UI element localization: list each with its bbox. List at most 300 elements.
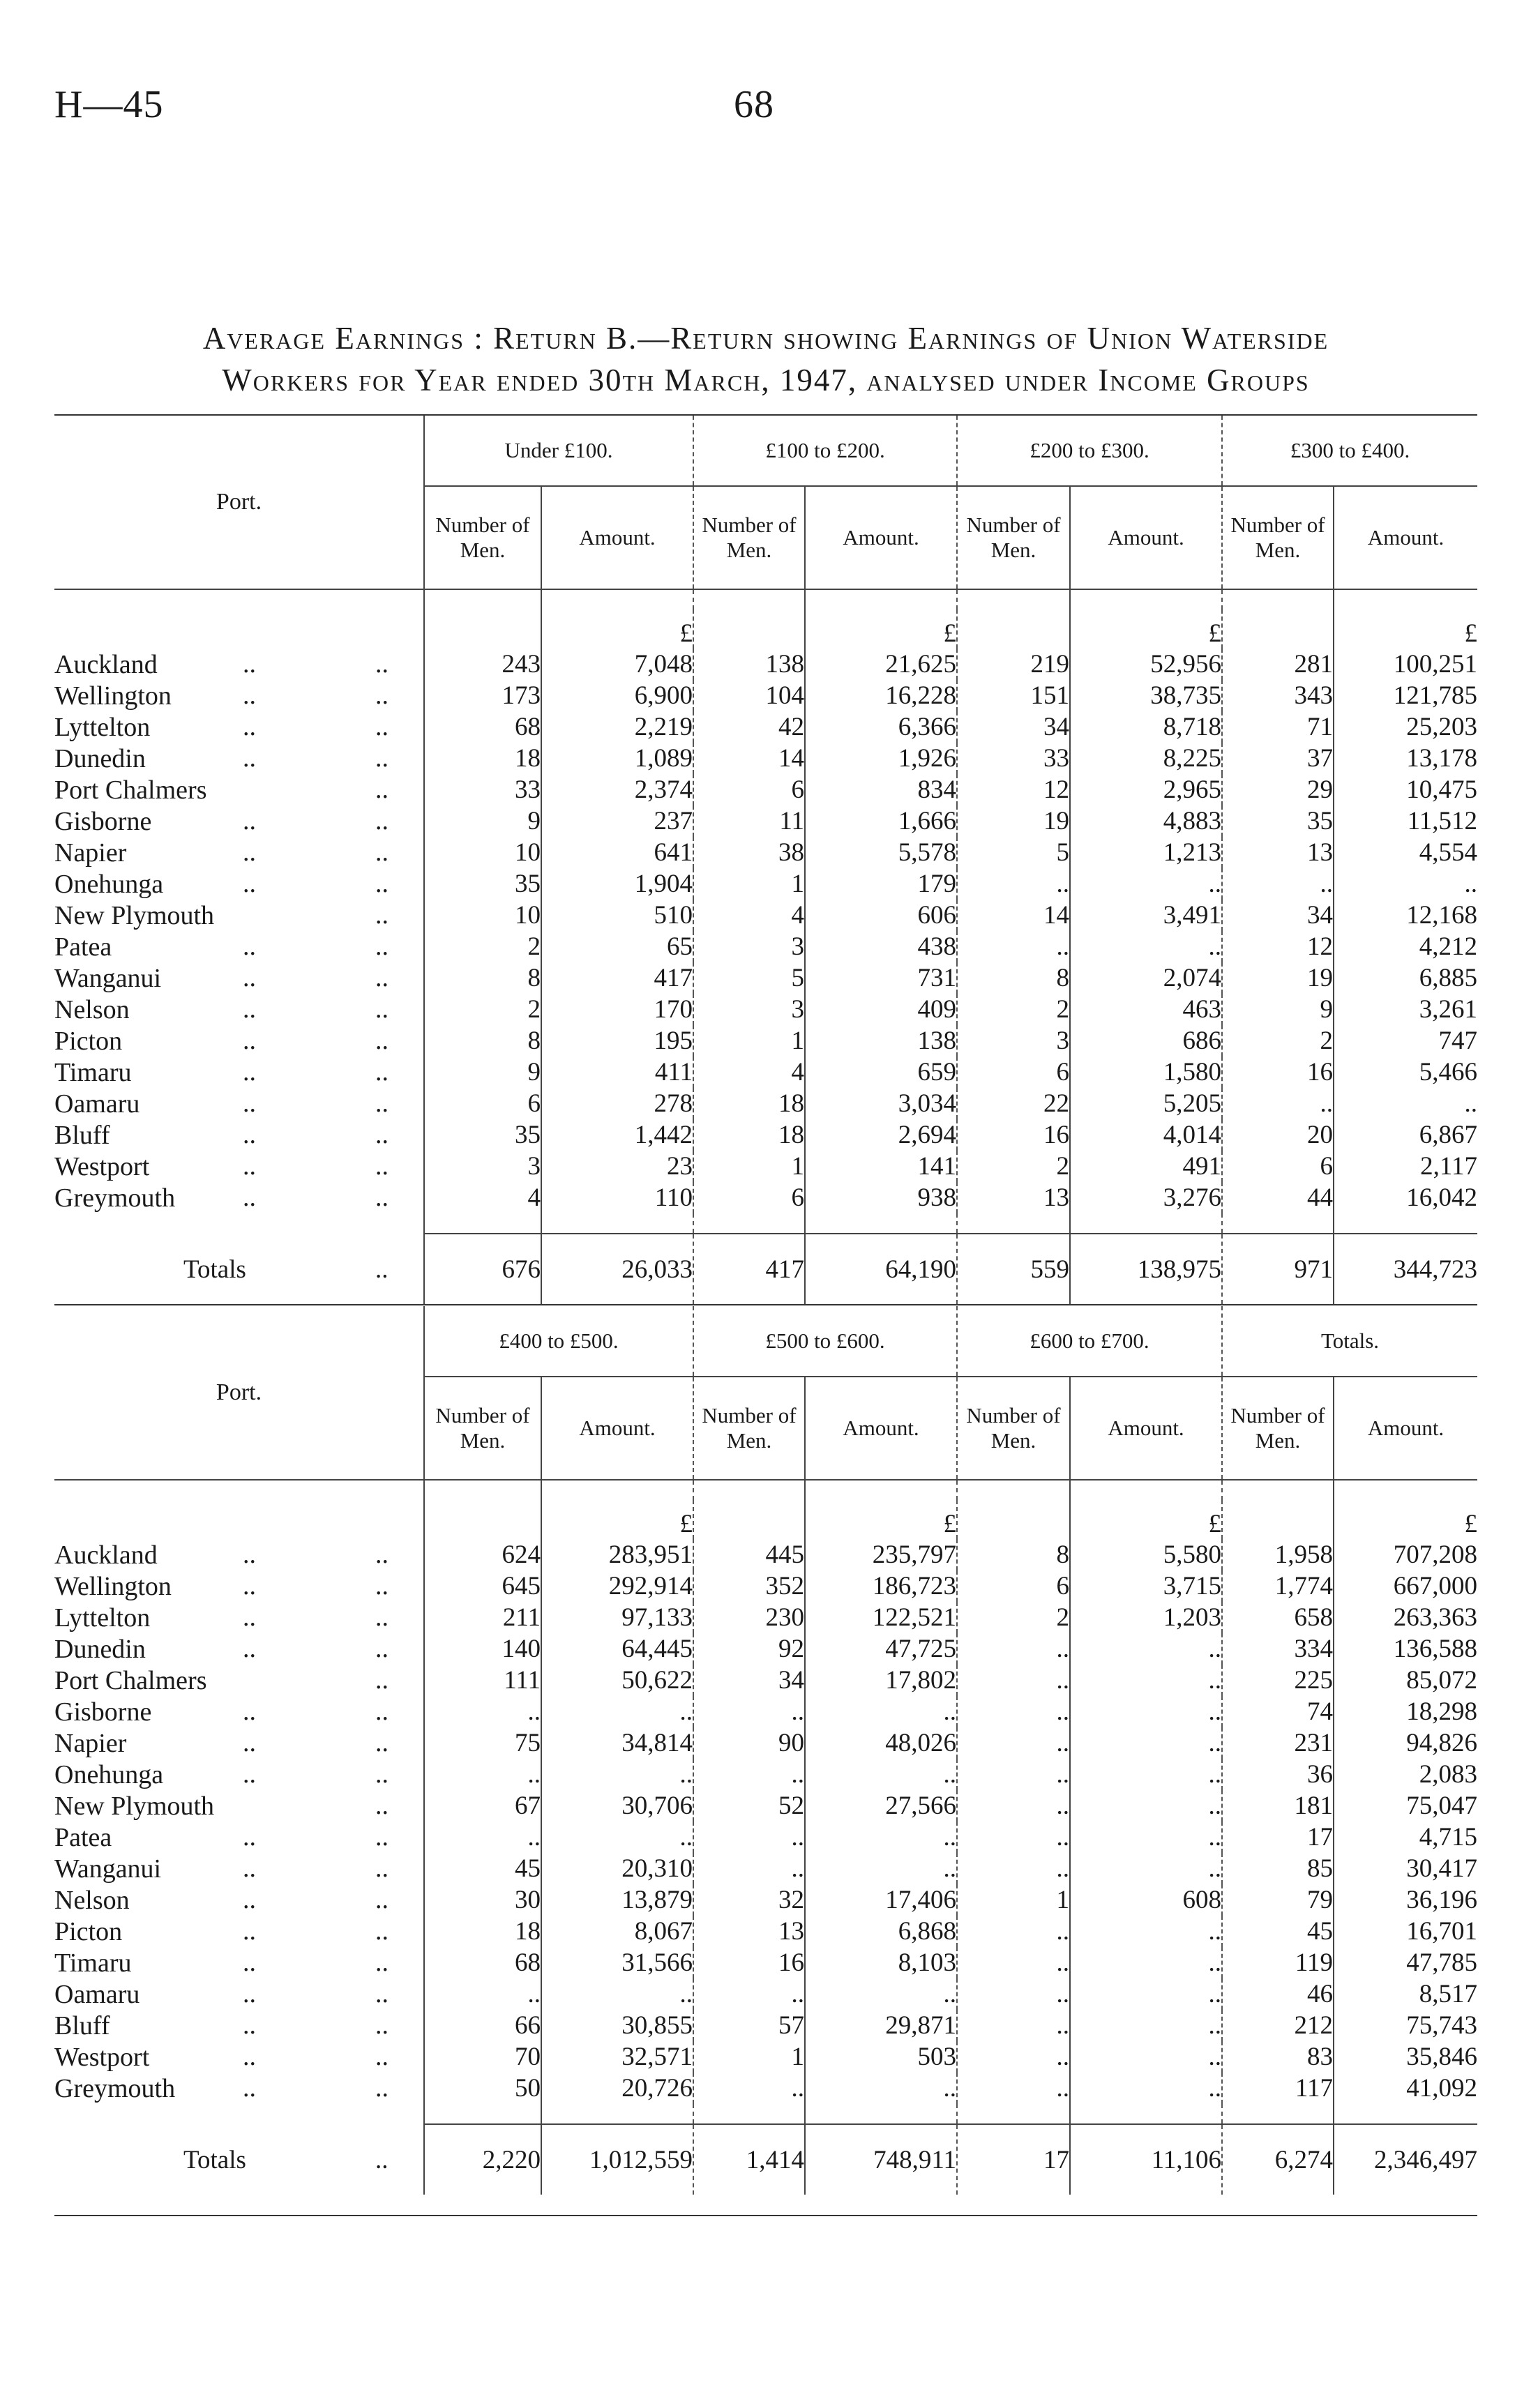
amount-cell: 263,363 (1334, 1602, 1477, 1633)
table-row (54, 1759, 1477, 1790)
number-of-men-cell: 42 (693, 711, 805, 743)
number-of-men-cell: 45 (424, 1853, 541, 1884)
leader-dots: .. (375, 1057, 389, 1086)
amount-cell: 41,092 (1334, 2073, 1477, 2104)
number-of-men-cell: 6 (693, 774, 805, 805)
leader-dots: .. (243, 743, 256, 773)
number-of-men-cell: 37 (1222, 743, 1334, 774)
table-row (54, 1057, 1477, 1088)
number-of-men-cell: 36 (1222, 1759, 1334, 1790)
number-of-men-cell: 9 (424, 1057, 541, 1088)
leader-dots: .. (243, 1089, 256, 1118)
number-of-men-cell: 1 (957, 1884, 1070, 1916)
number-of-men-header: Number of Men. (957, 486, 1070, 589)
number-of-men-cell: 3 (957, 1025, 1070, 1057)
amount-cell: 1,203 (1070, 1602, 1222, 1633)
totals-label: Totals (183, 1255, 246, 1284)
amount-cell: 283,951 (541, 1539, 693, 1570)
amount-cell: 5,578 (805, 837, 957, 868)
port-name: Lyttelton (54, 1603, 151, 1633)
port-name: Dunedin (54, 743, 146, 773)
number-of-men-cell: 4 (424, 1182, 541, 1213)
table-row (54, 1822, 1477, 1853)
number-of-men-cell: .. (957, 2041, 1070, 2073)
leader-dots: .. (375, 1822, 389, 1852)
number-of-men-cell: .. (1222, 1088, 1334, 1119)
amount-cell: .. (541, 1759, 693, 1790)
amount-cell: .. (1070, 1790, 1222, 1822)
port-name: Oamaru (54, 1089, 140, 1119)
leader-dots: .. (375, 1120, 389, 1149)
number-of-men-cell: 119 (1222, 1947, 1334, 1978)
port-cell (54, 1539, 424, 1570)
amount-cell: 606 (805, 900, 957, 931)
amount-cell: .. (1070, 1727, 1222, 1759)
amount-cell: 3,261 (1334, 994, 1477, 1025)
leader-dots: .. (375, 1540, 389, 1569)
table-row (54, 1602, 1477, 1633)
amount-cell: 10,475 (1334, 774, 1477, 805)
number-of-men-cell: 33 (424, 774, 541, 805)
amount-cell: .. (541, 1696, 693, 1727)
amount-cell: 938 (805, 1182, 957, 1213)
totals-row (54, 2124, 1477, 2195)
title-line-1: Average Earnings : Return B.—Return showing Earnings of Union Waterside (202, 321, 1329, 356)
number-of-men-cell: .. (957, 1947, 1070, 1978)
number-of-men-cell: 9 (424, 805, 541, 837)
leader-dots: .. (243, 2073, 256, 2103)
amount-cell: 21,625 (805, 649, 957, 680)
number-of-men-cell: 34 (1222, 900, 1334, 931)
number-of-men-cell: 92 (693, 1633, 805, 1665)
totals-label-cell (54, 1234, 424, 1304)
number-of-men-cell: 30 (424, 1884, 541, 1916)
currency-symbol: £ (541, 1500, 693, 1539)
number-of-men-cell: 18 (693, 1088, 805, 1119)
amount-cell: 667,000 (1334, 1570, 1477, 1602)
leader-dots: .. (375, 2042, 389, 2071)
number-of-men-cell: .. (957, 1978, 1070, 2010)
number-of-men-cell: 83 (1222, 2041, 1334, 2073)
port-cell (54, 2073, 424, 2104)
port-cell (54, 1727, 424, 1759)
port-name: Napier (54, 838, 127, 868)
leader-dots: .. (375, 869, 389, 898)
amount-cell: 85,072 (1334, 1665, 1477, 1696)
amount-header: Amount. (1334, 1377, 1477, 1480)
amount-cell: .. (1070, 1853, 1222, 1884)
amount-cell: .. (1070, 1947, 1222, 1978)
leader-dots: .. (243, 1854, 256, 1883)
amount-cell: 438 (805, 931, 957, 962)
port-name: Nelson (54, 1885, 130, 1915)
amount-cell: 36,196 (1334, 1884, 1477, 1916)
number-of-men-cell: 10 (424, 900, 541, 931)
amount-cell: 8,718 (1070, 711, 1222, 743)
earnings-table-2 (54, 1306, 1477, 2195)
number-of-men-cell: 52 (693, 1790, 805, 1822)
table-row (54, 837, 1477, 868)
number-of-men-cell: 645 (424, 1570, 541, 1602)
number-of-men-cell: .. (957, 1853, 1070, 1884)
number-of-men-cell: 281 (1222, 649, 1334, 680)
leader-dots: .. (243, 1026, 256, 1055)
income-group-header: Under £100. (424, 416, 693, 486)
leader-dots: .. (243, 1151, 256, 1181)
number-of-men-cell: .. (957, 2010, 1070, 2041)
number-of-men-cell: .. (424, 1978, 541, 2010)
leader-dots: .. (375, 1854, 389, 1883)
number-of-men-cell: 140 (424, 1633, 541, 1665)
amount-cell: 278 (541, 1088, 693, 1119)
amount-cell: 94,826 (1334, 1727, 1477, 1759)
total-cell: 2,346,497 (1334, 2124, 1477, 2195)
amount-cell: 29,871 (805, 2010, 957, 2041)
amount-header: Amount. (541, 486, 693, 589)
number-of-men-cell: .. (957, 1665, 1070, 1696)
number-of-men-cell: 13 (957, 1182, 1070, 1213)
leader-dots: .. (243, 681, 256, 710)
amount-cell: 65 (541, 931, 693, 962)
leader-dots: .. (375, 1089, 389, 1118)
number-of-men-cell: 173 (424, 680, 541, 711)
amount-cell: 23 (541, 1151, 693, 1182)
total-cell: 1,414 (693, 2124, 805, 2195)
number-of-men-cell: 1 (693, 1151, 805, 1182)
table-row (54, 1025, 1477, 1057)
leader-dots: .. (375, 2011, 389, 2040)
amount-cell: 35,846 (1334, 2041, 1477, 2073)
amount-cell: 25,203 (1334, 711, 1477, 743)
number-of-men-cell: 35 (1222, 805, 1334, 837)
table-row (54, 1696, 1477, 1727)
amount-cell: 141 (805, 1151, 957, 1182)
number-of-men-header: Number of Men. (693, 486, 805, 589)
amount-cell: 138 (805, 1025, 957, 1057)
table-row (54, 2073, 1477, 2104)
number-of-men-cell: 211 (424, 1602, 541, 1633)
table-row (54, 1182, 1477, 1213)
amount-cell: .. (1070, 1978, 1222, 2010)
amount-cell: 30,706 (541, 1790, 693, 1822)
number-of-men-cell: 16 (693, 1947, 805, 1978)
leader-dots: .. (375, 1728, 389, 1757)
number-of-men-cell: .. (693, 1759, 805, 1790)
number-of-men-cell: 343 (1222, 680, 1334, 711)
amount-cell: 2,965 (1070, 774, 1222, 805)
amount-cell: 5,580 (1070, 1539, 1222, 1570)
amount-cell: 731 (805, 962, 957, 994)
number-of-men-cell: 29 (1222, 774, 1334, 805)
table-row (54, 649, 1477, 680)
number-of-men-cell: 6 (957, 1057, 1070, 1088)
amount-cell: 20,726 (541, 2073, 693, 2104)
port-name: New Plymouth (54, 1791, 215, 1821)
amount-cell: 4,554 (1334, 837, 1477, 868)
port-name: Wellington (54, 1571, 172, 1601)
leader-dots: .. (375, 775, 389, 804)
amount-cell: 409 (805, 994, 957, 1025)
number-of-men-cell: .. (693, 1853, 805, 1884)
port-name: Napier (54, 1728, 127, 1758)
port-cell (54, 2041, 424, 2073)
amount-cell: 179 (805, 868, 957, 900)
leader-dots: .. (243, 1759, 256, 1789)
number-of-men-header: Number of Men. (693, 1377, 805, 1480)
leader-dots: .. (243, 1885, 256, 1914)
amount-cell: 17,802 (805, 1665, 957, 1696)
number-of-men-cell: 3 (693, 994, 805, 1025)
leader-dots: .. (243, 712, 256, 741)
number-of-men-cell: .. (957, 1759, 1070, 1790)
amount-cell: .. (805, 1978, 957, 2010)
table-row (54, 1570, 1477, 1602)
number-of-men-cell: 12 (957, 774, 1070, 805)
amount-cell: 2,074 (1070, 962, 1222, 994)
number-of-men-cell: 13 (1222, 837, 1334, 868)
number-of-men-cell: 8 (424, 962, 541, 994)
leader-dots: .. (375, 1571, 389, 1600)
table-row (54, 1790, 1477, 1822)
number-of-men-cell: 5 (693, 962, 805, 994)
currency-symbol: £ (1334, 1500, 1477, 1539)
port-cell (54, 994, 424, 1025)
number-of-men-cell: 1,774 (1222, 1570, 1334, 1602)
number-of-men-cell: 138 (693, 649, 805, 680)
leader-dots: .. (243, 806, 256, 835)
number-of-men-cell: 2 (424, 994, 541, 1025)
rule-top-table2 (54, 1304, 1477, 1305)
number-of-men-header: Number of Men. (957, 1377, 1070, 1480)
number-of-men-cell: 243 (424, 649, 541, 680)
amount-cell: 136,588 (1334, 1633, 1477, 1665)
port-name: Picton (54, 1916, 123, 1946)
port-cell (54, 1947, 424, 1978)
port-cell (54, 1759, 424, 1790)
leader-dots: .. (375, 1979, 389, 2008)
port-cell (54, 1884, 424, 1916)
port-cell (54, 962, 424, 994)
leader-dots: .. (375, 1255, 389, 1284)
income-group-header: £400 to £500. (424, 1306, 693, 1377)
number-of-men-cell: 219 (957, 649, 1070, 680)
number-of-men-cell: 1 (693, 868, 805, 900)
port-name: Onehunga (54, 1759, 164, 1789)
amount-cell: 30,855 (541, 2010, 693, 2041)
leader-dots: .. (243, 1916, 256, 1946)
number-of-men-cell: 104 (693, 680, 805, 711)
number-of-men-header: Number of Men. (424, 1377, 541, 1480)
number-of-men-cell: 35 (424, 1119, 541, 1151)
number-of-men-cell: .. (424, 1822, 541, 1853)
number-of-men-cell: 14 (957, 900, 1070, 931)
amount-cell: 110 (541, 1182, 693, 1213)
amount-cell: 47,725 (805, 1633, 957, 1665)
number-of-men-header: Number of Men. (1222, 1377, 1334, 1480)
leader-dots: .. (375, 681, 389, 710)
port-cell (54, 2010, 424, 2041)
port-name: Auckland (54, 1540, 158, 1570)
total-cell: 559 (957, 1234, 1070, 1304)
port-cell (54, 1916, 424, 1947)
amount-cell: 34,814 (541, 1727, 693, 1759)
total-cell: 6,274 (1222, 2124, 1334, 2195)
number-of-men-cell: 18 (693, 1119, 805, 1151)
total-cell: 1,012,559 (541, 2124, 693, 2195)
table-row (54, 1633, 1477, 1665)
number-of-men-cell: 38 (693, 837, 805, 868)
amount-cell: 2,219 (541, 711, 693, 743)
table-row (54, 1916, 1477, 1947)
amount-cell: 75,743 (1334, 2010, 1477, 2041)
amount-cell: 2,117 (1334, 1151, 1477, 1182)
port-name: Wanganui (54, 1854, 162, 1884)
leader-dots: .. (243, 1183, 256, 1212)
amount-cell: .. (1070, 2041, 1222, 2073)
leader-dots: .. (243, 1603, 256, 1632)
amount-cell: 1,666 (805, 805, 957, 837)
amount-header: Amount. (1070, 1377, 1222, 1480)
page-title (54, 317, 1477, 401)
leader-dots: .. (243, 1979, 256, 2008)
port-name: Auckland (54, 649, 158, 679)
amount-header: Amount. (541, 1377, 693, 1480)
number-of-men-cell: 35 (424, 868, 541, 900)
number-of-men-cell: 75 (424, 1727, 541, 1759)
currency-symbol: £ (1070, 609, 1222, 649)
number-of-men-cell: 3 (424, 1151, 541, 1182)
port-name: Gisborne (54, 806, 152, 836)
number-of-men-cell: 18 (424, 743, 541, 774)
amount-cell: 491 (1070, 1151, 1222, 1182)
income-group-header: £200 to £300. (957, 416, 1222, 486)
number-of-men-cell: 68 (424, 711, 541, 743)
number-of-men-cell: 44 (1222, 1182, 1334, 1213)
amount-cell: 7,048 (541, 649, 693, 680)
amount-cell: 5,205 (1070, 1088, 1222, 1119)
port-cell (54, 1182, 424, 1213)
amount-cell: .. (805, 1759, 957, 1790)
number-of-men-cell: 12 (1222, 931, 1334, 962)
total-cell: 64,190 (805, 1234, 957, 1304)
port-name: Picton (54, 1026, 123, 1056)
currency-symbol: £ (1334, 609, 1477, 649)
amount-cell: .. (541, 1822, 693, 1853)
amount-cell: 16,701 (1334, 1916, 1477, 1947)
amount-cell: 8,067 (541, 1916, 693, 1947)
table-row (54, 900, 1477, 931)
number-of-men-cell: 445 (693, 1539, 805, 1570)
total-cell: 138,975 (1070, 1234, 1222, 1304)
amount-cell: .. (1334, 1088, 1477, 1119)
amount-cell: 1,213 (1070, 837, 1222, 868)
amount-cell: 13,879 (541, 1884, 693, 1916)
table-row (54, 743, 1477, 774)
port-cell (54, 805, 424, 837)
port-name: Port Chalmers (54, 775, 207, 805)
port-cell (54, 900, 424, 931)
leader-dots: .. (375, 712, 389, 741)
amount-cell: .. (1070, 868, 1222, 900)
port-name: Oamaru (54, 1979, 140, 2009)
amount-cell: .. (805, 1822, 957, 1853)
table-row (54, 1727, 1477, 1759)
leader-dots: .. (375, 1603, 389, 1632)
amount-cell: 186,723 (805, 1570, 957, 1602)
number-of-men-cell: 22 (957, 1088, 1070, 1119)
number-of-men-cell: 212 (1222, 2010, 1334, 2041)
number-of-men-cell: 117 (1222, 2073, 1334, 2104)
total-cell: 11,106 (1070, 2124, 1222, 2195)
number-of-men-cell: 34 (957, 711, 1070, 743)
number-of-men-cell: 6 (693, 1182, 805, 1213)
amount-cell: .. (1070, 1696, 1222, 1727)
number-of-men-cell: 624 (424, 1539, 541, 1570)
number-of-men-cell: 14 (693, 743, 805, 774)
currency-symbol: £ (805, 609, 957, 649)
amount-cell: 8,225 (1070, 743, 1222, 774)
report-code: H—45 (54, 83, 164, 126)
amount-cell: 4,715 (1334, 1822, 1477, 1853)
number-of-men-header: Number of Men. (1222, 486, 1334, 589)
port-name: Port Chalmers (54, 1665, 207, 1695)
number-of-men-cell: 11 (693, 805, 805, 837)
income-group-header: £100 to £200. (693, 416, 957, 486)
number-of-men-cell: 2 (957, 994, 1070, 1025)
amount-cell: 195 (541, 1025, 693, 1057)
number-of-men-cell: .. (693, 1696, 805, 1727)
port-name: Patea (54, 932, 112, 962)
number-of-men-cell: 4 (693, 900, 805, 931)
port-name: Timaru (54, 1948, 132, 1978)
number-of-men-cell: .. (957, 1696, 1070, 1727)
number-of-men-cell: 334 (1222, 1633, 1334, 1665)
number-of-men-cell: 85 (1222, 1853, 1334, 1884)
number-of-men-cell: 70 (424, 2041, 541, 2073)
leader-dots: .. (375, 806, 389, 835)
amount-cell: 503 (805, 2041, 957, 2073)
number-of-men-cell: 6 (1222, 1151, 1334, 1182)
number-of-men-cell: 66 (424, 2010, 541, 2041)
port-name: Westport (54, 1151, 150, 1181)
port-cell (54, 743, 424, 774)
port-cell (54, 1633, 424, 1665)
number-of-men-cell: 1 (693, 1025, 805, 1057)
number-of-men-cell: 19 (1222, 962, 1334, 994)
amount-cell: 292,914 (541, 1570, 693, 1602)
leader-dots: .. (375, 838, 389, 867)
port-name: New Plymouth (54, 900, 215, 930)
table-row (54, 1665, 1477, 1696)
number-of-men-cell: 6 (424, 1088, 541, 1119)
amount-cell: 747 (1334, 1025, 1477, 1057)
amount-cell: .. (541, 1978, 693, 2010)
port-name: Patea (54, 1822, 112, 1852)
number-of-men-cell: 71 (1222, 711, 1334, 743)
port-cell (54, 680, 424, 711)
total-cell: 17 (957, 2124, 1070, 2195)
amount-cell: 52,956 (1070, 649, 1222, 680)
amount-cell: .. (1070, 931, 1222, 962)
number-of-men-cell: 74 (1222, 1696, 1334, 1727)
number-of-men-cell: 18 (424, 1916, 541, 1947)
number-of-men-cell: 79 (1222, 1884, 1334, 1916)
amount-cell: 27,566 (805, 1790, 957, 1822)
amount-cell: 686 (1070, 1025, 1222, 1057)
amount-cell: 463 (1070, 994, 1222, 1025)
table-row (54, 1884, 1477, 1916)
leader-dots: .. (375, 1151, 389, 1181)
